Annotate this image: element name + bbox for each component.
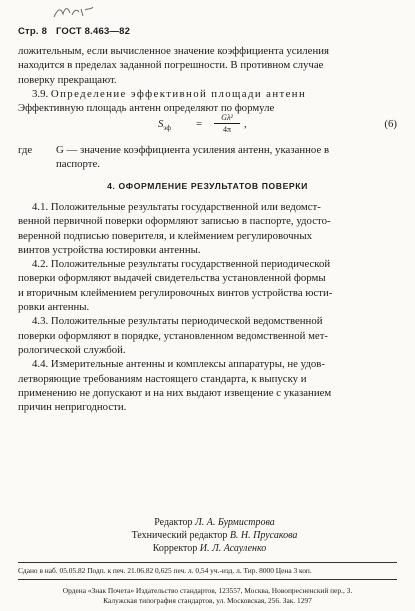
corrector-credit: Корректор И. Л. Асауленко bbox=[152, 543, 267, 555]
formula-where bbox=[18, 143, 397, 172]
text-line: находится в пределах заданной погрешности. В противном случае bbox=[18, 59, 324, 72]
formula-denominator: 4π bbox=[222, 125, 232, 134]
text-line: поверки оформляют в порядке, установленном ведомственной мет- bbox=[18, 329, 329, 342]
where-line: G — значение коэффициента усиления антенн, указанное в bbox=[56, 144, 330, 156]
handwritten-scribble bbox=[52, 4, 96, 20]
divider bbox=[18, 579, 397, 580]
page-number: Стр. 8 bbox=[18, 26, 48, 37]
clause-3-9-heading bbox=[18, 87, 397, 101]
formula-6 bbox=[18, 115, 397, 139]
formula-numerator: Gλ² bbox=[214, 112, 240, 124]
text-line: винтов устройства юстировки антенны. bbox=[18, 243, 201, 256]
formula-lhs: $S_{эф}$ bbox=[158, 118, 171, 133]
page-header bbox=[18, 26, 136, 37]
clause-4-2 bbox=[18, 257, 397, 314]
section-4-text bbox=[18, 200, 397, 414]
where-line: паспорте. bbox=[56, 158, 101, 171]
text-line: причин непригодности. bbox=[18, 401, 127, 414]
clause-title: Определение эффективной площади антенн bbox=[50, 87, 307, 100]
editorial-credits bbox=[0, 516, 415, 556]
intro-text bbox=[18, 44, 397, 115]
text-line: поверки оформляют выдачей свидетельства установленной формы bbox=[18, 272, 326, 285]
standard-code: ГОСТ 8.463—82 bbox=[55, 26, 131, 37]
clause-3-9-text: Эффективную площадь антенн определяют по формуле bbox=[18, 102, 275, 115]
text-line: применению не допускают и на них выдают извещение с указанием bbox=[18, 386, 332, 399]
divider bbox=[18, 562, 397, 563]
text-line: и вторичным клеймением регулировочных винтов устройства юсти- bbox=[18, 286, 333, 299]
print-imprint: Сдано в наб. 05.05.82 Подп. к печ. 21.06.82 0,625 печ. л. 0,54 уч.-изд. л. Тир. 8000 Цена 3 коп. bbox=[18, 566, 312, 575]
formula-fraction bbox=[214, 112, 240, 135]
text-line: венной первичной поверки оформляют записью в паспорте, удосто- bbox=[18, 215, 331, 228]
text-line: ложительным, если вычисленное значение коэффициента усиления bbox=[18, 45, 329, 57]
formula-number: (6) bbox=[384, 118, 397, 130]
text-line: 4.1. Положительные результаты государственной или ведомст- bbox=[32, 201, 321, 213]
text-line: летворяющие требованиям настоящего стандарта, к выпуску и bbox=[18, 372, 307, 385]
publisher-info bbox=[18, 586, 397, 606]
formula-equals: = bbox=[196, 118, 203, 130]
clause-4-3 bbox=[18, 314, 397, 357]
section-title: 4. ОФОРМЛЕНИЕ РЕЗУЛЬТАТОВ ПОВЕРКИ bbox=[107, 181, 308, 191]
text-line: веренной подписью поверителя, и клеймением регулировочных bbox=[18, 229, 312, 242]
publisher-line: Ордена «Знак Почета» Издательство стандартов, 123557, Москва, Новопресненский пер., 3. bbox=[62, 586, 353, 595]
formula-comma: , bbox=[244, 118, 247, 130]
text-line: 4.3. Положительные результаты периодической ведомственной bbox=[32, 315, 323, 328]
text-line: ровки антенны. bbox=[18, 301, 90, 314]
tech-editor-credit: Технический редактор В. Н. Прусакова bbox=[131, 530, 298, 542]
where-lead: где bbox=[18, 144, 33, 156]
text-line: поверку прекращают. bbox=[18, 73, 117, 86]
clause-4-1 bbox=[18, 200, 397, 257]
text-line: 4.2. Положительные результаты государственной периодической bbox=[32, 258, 331, 271]
text-line: рологической службой. bbox=[18, 343, 126, 356]
publisher-line: Калужская типография стандартов, ул. Московская, 256. Зак. 1297 bbox=[103, 596, 312, 605]
text-line: 4.4. Измерительные антенны и комплексы аппаратуры, не удов- bbox=[32, 358, 325, 371]
clause-number: 3.9. bbox=[32, 87, 49, 100]
clause-4-4 bbox=[18, 357, 397, 414]
editor-credit: Редактор Л. А. Бурмистрова bbox=[154, 517, 275, 528]
